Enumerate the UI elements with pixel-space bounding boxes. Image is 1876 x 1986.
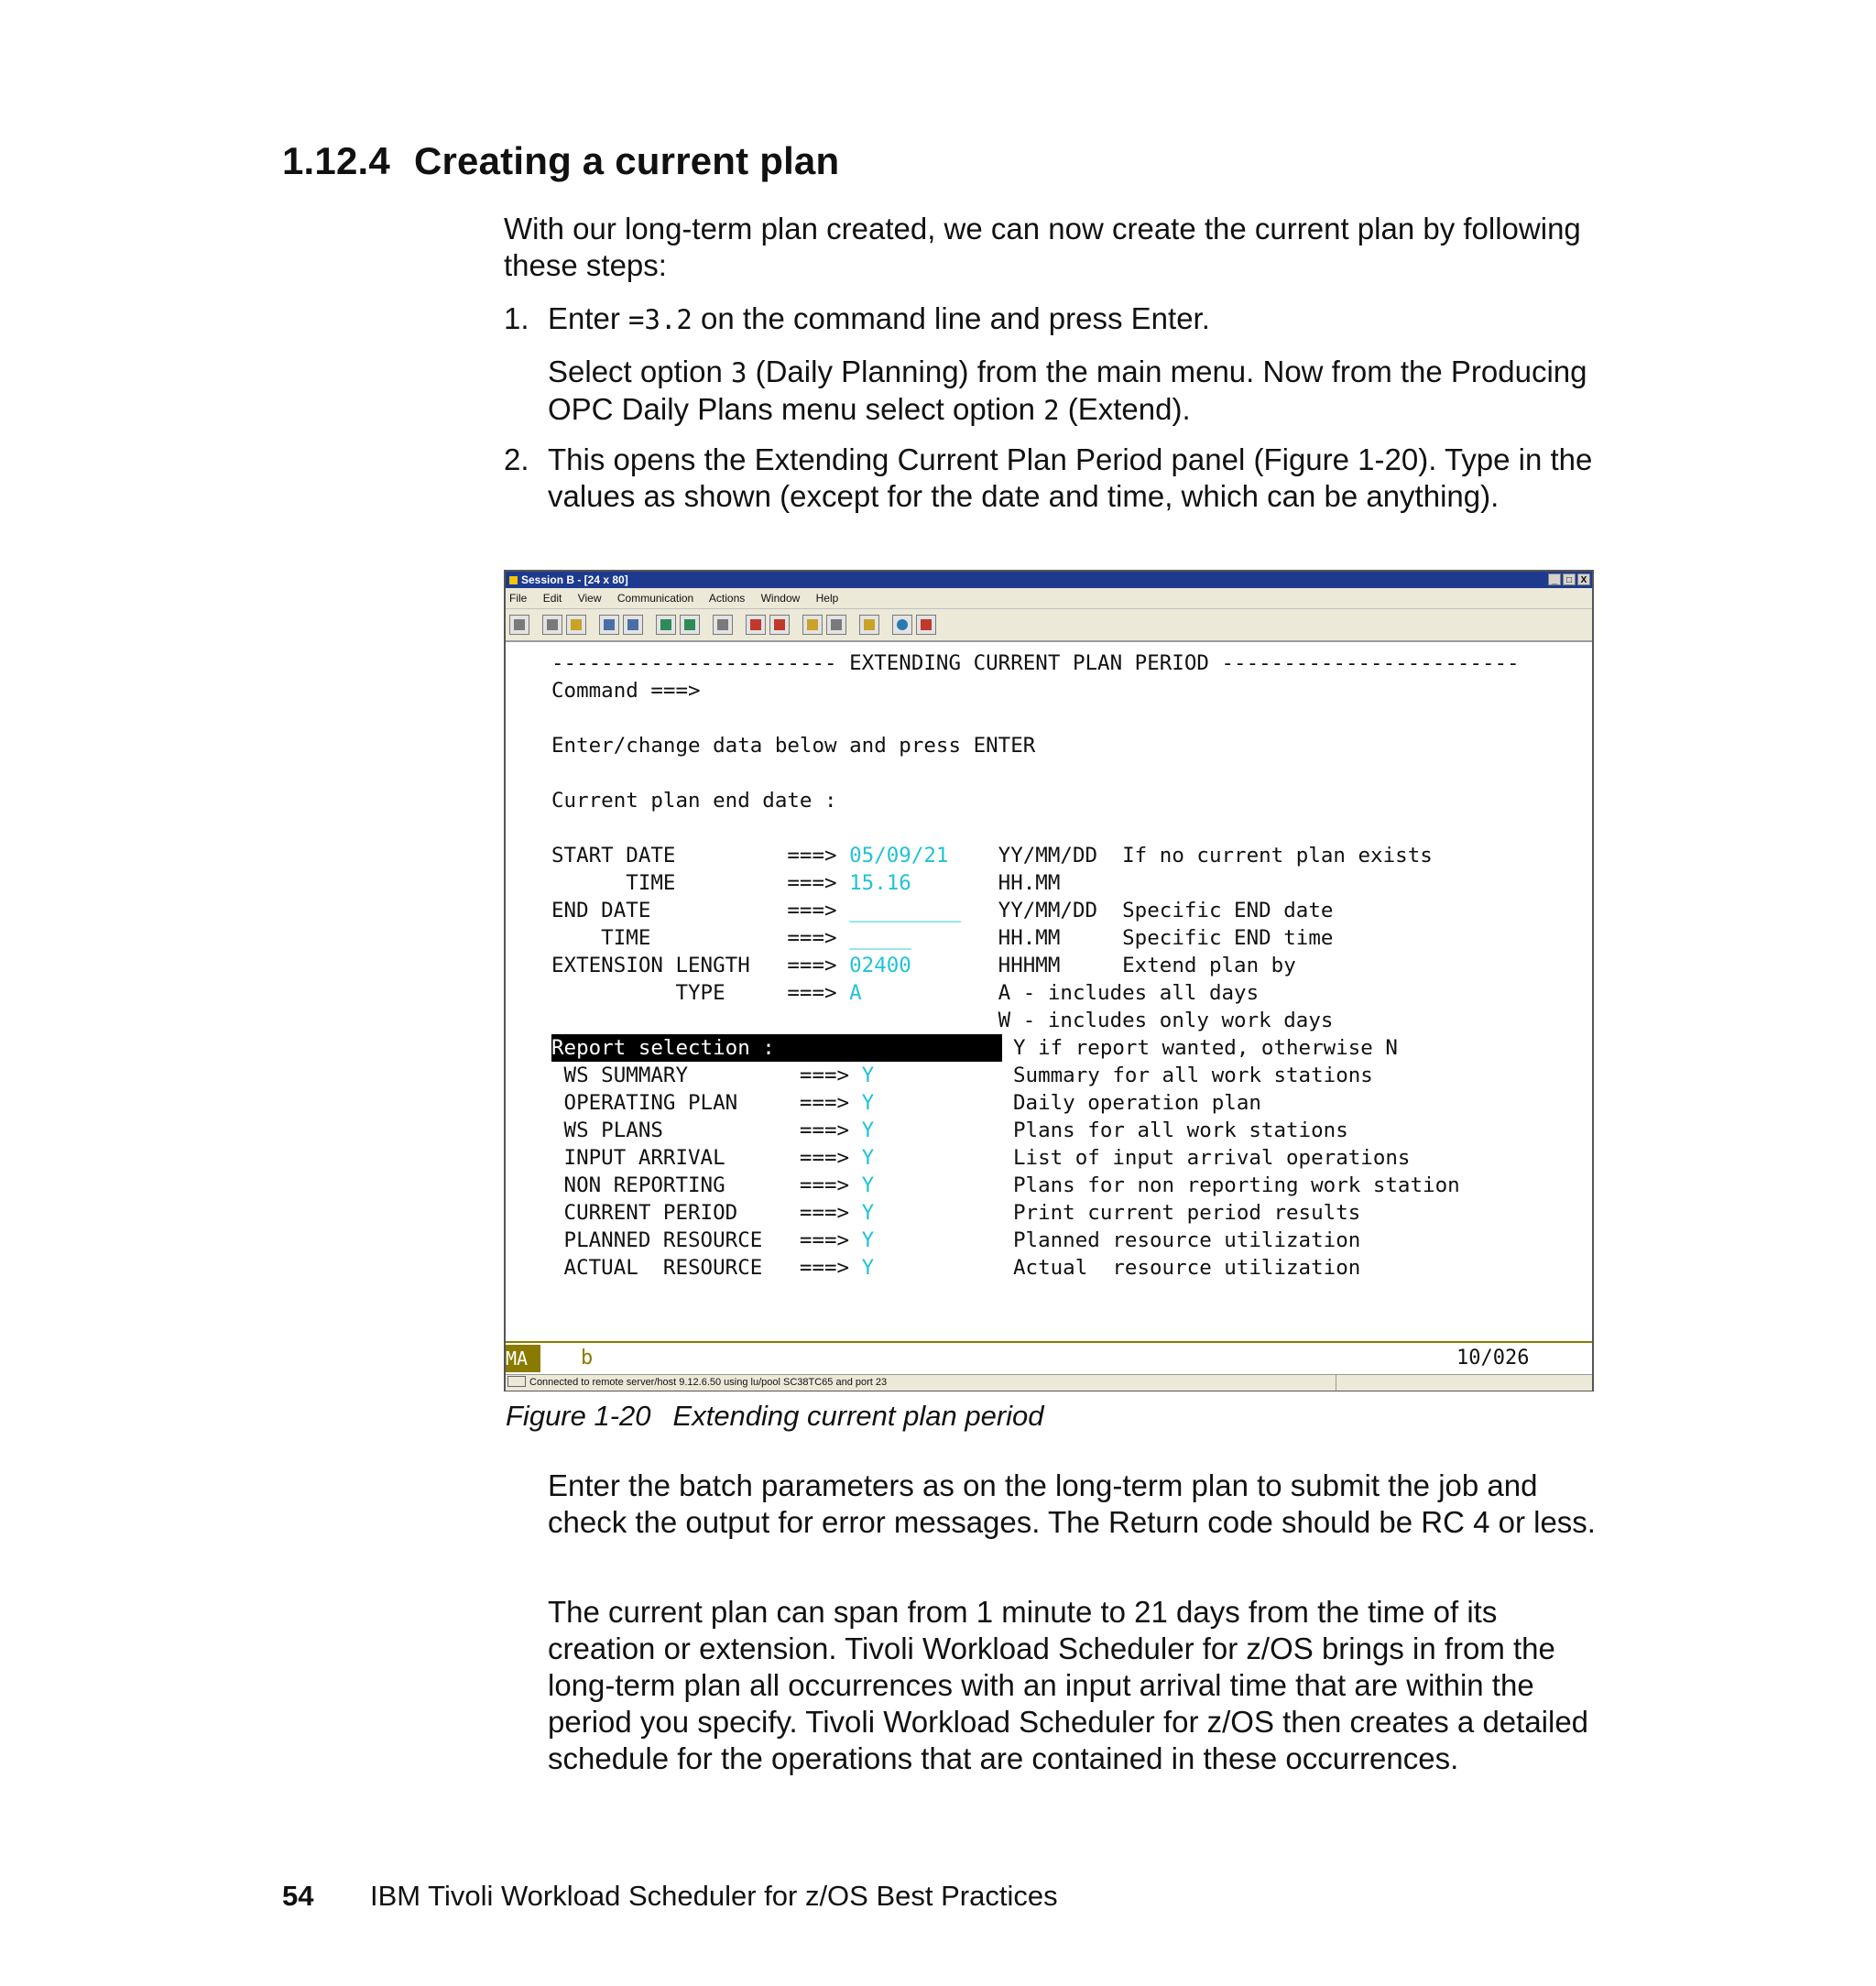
field-row: TIME ===> 15.16 HH.MM xyxy=(551,871,1061,895)
type-input[interactable]: A xyxy=(849,981,862,1005)
report-row: ACTUAL RESOURCE ===> Y xyxy=(551,1256,875,1280)
end-date-input[interactable]: _________ xyxy=(849,899,962,922)
copy-icon[interactable] xyxy=(542,615,562,635)
globe-icon[interactable] xyxy=(892,615,912,635)
status-text: Connected to remote server/host 9.12.6.50 using lu/pool SC38TC65 and port 23 xyxy=(529,1377,888,1388)
report-selection-label: Report selection : xyxy=(551,1036,775,1060)
status-bar xyxy=(506,1374,1592,1391)
panel-title: ----------------------- EXTENDING CURRENT PLAN PERIOD ------------------------ xyxy=(551,651,1520,675)
report-desc: Summary for all work stations xyxy=(1013,1064,1373,1087)
figure-caption-text: Extending current plan period xyxy=(672,1400,1044,1432)
current-period-input[interactable]: Y xyxy=(861,1201,875,1225)
menu-help[interactable]: Help xyxy=(815,592,839,605)
report-desc: List of input arrival operations xyxy=(1013,1146,1411,1170)
report-desc: Plans for non reporting work station xyxy=(1013,1173,1460,1197)
toolbar xyxy=(506,609,1592,642)
terminal-screen xyxy=(506,643,1592,1316)
report-row: WS SUMMARY ===> Y xyxy=(551,1064,875,1087)
report-desc: Plans for all work stations xyxy=(1013,1118,1348,1142)
send-icon[interactable] xyxy=(599,615,619,635)
menu-actions[interactable]: Actions xyxy=(708,592,746,605)
menu-view[interactable]: View xyxy=(577,592,602,605)
operator-info-area xyxy=(506,1341,1592,1374)
field-row: EXTENSION LENGTH ===> 02400 HHHMM Extend plan by xyxy=(551,954,1296,977)
menu-communication[interactable]: Communication xyxy=(616,592,694,605)
input-arrival-input[interactable]: Y xyxy=(861,1146,875,1170)
menu-bar xyxy=(506,588,1592,609)
figure-label: Figure 1-20 xyxy=(506,1400,651,1432)
connection-icon xyxy=(507,1376,526,1387)
paste-icon[interactable] xyxy=(566,615,586,635)
report-desc: Planned resource utilization xyxy=(1013,1228,1361,1252)
start-time-input[interactable]: 15.16 xyxy=(849,871,911,895)
report-row: PLANNED RESOURCE ===> Y xyxy=(551,1228,875,1252)
intro-paragraph: With our long-term plan created, we can now create the current plan by following these steps: xyxy=(504,212,1581,282)
report-row: CURRENT PERIOD ===> Y xyxy=(551,1201,875,1225)
ws-plans-input[interactable]: Y xyxy=(861,1118,875,1142)
window-titlebar[interactable] xyxy=(506,572,1592,588)
non-reporting-input[interactable]: Y xyxy=(861,1173,875,1197)
instruction-text: Enter/change data below and press ENTER xyxy=(551,734,1036,758)
macro-play-icon[interactable] xyxy=(769,615,790,635)
command-line[interactable]: Command ===> xyxy=(551,679,701,703)
keypad-icon[interactable] xyxy=(680,615,700,635)
print-screen-icon[interactable] xyxy=(509,615,529,635)
report-desc: Actual resource utilization xyxy=(1013,1256,1361,1280)
extension-length-input[interactable]: 02400 xyxy=(849,954,911,977)
field-row: TYPE ===> A A - includes all days xyxy=(551,981,1260,1005)
end-time-input[interactable]: _____ xyxy=(849,926,911,950)
session-icon xyxy=(509,576,518,584)
step-text: This opens the Extending Current Plan Period panel (Figure 1-20). Type in the values as shown (except for the date and time, which can be anything). xyxy=(548,442,1593,513)
report-row: INPUT ARRIVAL ===> Y xyxy=(551,1146,875,1170)
field-row: TIME ===> _____ HH.MM Specific END time xyxy=(551,926,1334,950)
help-icon[interactable] xyxy=(916,615,936,635)
inline-code: 3 xyxy=(730,357,747,388)
section-heading xyxy=(282,139,839,183)
step-number: 2. xyxy=(504,442,529,476)
report-selection-desc: Y if report wanted, otherwise N xyxy=(1013,1036,1398,1060)
window-title: Session B - [24 x 80] xyxy=(521,573,628,586)
restore-button[interactable]: □ xyxy=(1563,573,1576,585)
report-row: OPERATING PLAN ===> Y xyxy=(551,1091,875,1115)
paragraph: The current plan can span from 1 minute to 21 days from the time of its creation or extension. Tivoli Workload Scheduler for z/OS brings in from the long-term plan all occurrences with an input arrival time that are within the period you specify. Tivoli Workload Scheduler for z/OS then creates a detailed schedule for the operations that are contained in these occurrences. xyxy=(548,1595,1589,1775)
report-row: WS PLANS ===> Y xyxy=(551,1118,875,1142)
step-number: 1. xyxy=(504,301,529,335)
display-icon[interactable] xyxy=(656,615,676,635)
inline-code: =3.2 xyxy=(628,304,693,335)
planned-resource-input[interactable]: Y xyxy=(861,1228,875,1252)
step-detail-text: Select option 3 (Daily Planning) from the main menu. Now from the Producing OPC Daily Plans menu select option 2 (Extend). xyxy=(548,355,1587,426)
terminal-window xyxy=(504,570,1594,1391)
field-row: W - includes only work days xyxy=(998,1009,1334,1032)
macro-record-icon[interactable] xyxy=(746,615,766,635)
section-title: Creating a current plan xyxy=(413,139,840,182)
ws-summary-input[interactable]: Y xyxy=(861,1064,875,1087)
operating-plan-input[interactable]: Y xyxy=(861,1091,875,1115)
close-button[interactable]: X xyxy=(1577,573,1590,585)
paragraph: Enter the batch parameters as on the long-term plan to submit the job and check the output for error messages. The Return code should be RC 4 or less. xyxy=(548,1468,1596,1539)
menu-file[interactable]: File xyxy=(509,592,528,605)
receive-icon[interactable] xyxy=(623,615,643,635)
current-plan-end-date: Current plan end date : xyxy=(551,789,837,813)
window-controls xyxy=(1548,573,1590,585)
oia-indicator: MA xyxy=(506,1345,540,1372)
book-title: IBM Tivoli Workload Scheduler for z/OS Best Practices xyxy=(370,1880,1058,1912)
step-text: Enter =3.2 on the command line and press Enter. xyxy=(548,301,1210,335)
map-icon[interactable] xyxy=(802,615,823,635)
report-desc: Daily operation plan xyxy=(1013,1091,1261,1115)
oia-session: b xyxy=(581,1347,594,1369)
field-row: START DATE ===> 05/09/21 YY/MM/DD If no current plan exists xyxy=(551,844,1433,868)
report-row: NON REPORTING ===> Y xyxy=(551,1173,875,1197)
inline-code: 2 xyxy=(1043,395,1060,426)
report-selection-row xyxy=(506,1034,1592,1062)
memo-icon[interactable] xyxy=(859,615,879,635)
menu-edit[interactable]: Edit xyxy=(542,592,562,605)
section-number: 1.12.4 xyxy=(282,139,390,182)
field-row: END DATE ===> _________ YY/MM/DD Specific END date xyxy=(551,899,1334,922)
minimize-button[interactable]: _ xyxy=(1548,573,1561,585)
color-icon[interactable] xyxy=(826,615,846,635)
actual-resource-input[interactable]: Y xyxy=(861,1256,875,1280)
chart-icon[interactable] xyxy=(713,615,733,635)
cursor-position: 10/026 xyxy=(1456,1347,1530,1369)
page-number: 54 xyxy=(282,1880,314,1912)
start-date-input[interactable]: 05/09/21 xyxy=(849,844,949,868)
report-desc: Print current period results xyxy=(1013,1201,1361,1225)
figure-caption xyxy=(506,1400,1044,1433)
menu-window[interactable]: Window xyxy=(760,592,801,605)
